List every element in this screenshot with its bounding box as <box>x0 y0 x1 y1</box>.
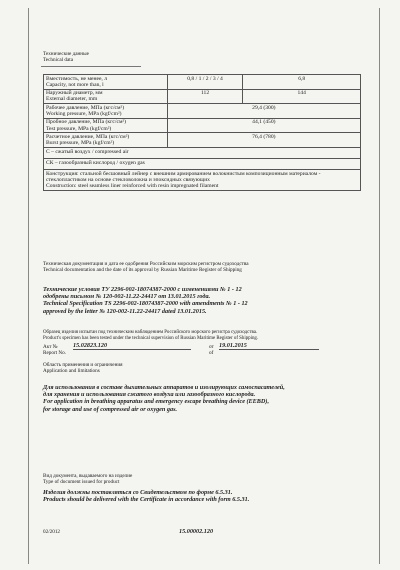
report-date: 19.01.2015 <box>219 342 319 350</box>
application-line: Для использования в составе дыхательных аппаратов и изолирующих самоспасателей, <box>43 384 285 391</box>
capacity-label: Вместимость, не менее, л Capacity, not more than, l <box>44 75 168 90</box>
gas-oxygen: СК – газообразный кислород / oxygen gas <box>44 159 361 170</box>
working-pressure-value: 29,4 (300) <box>167 104 360 119</box>
document-number: 15.00002.120 <box>179 528 214 535</box>
construction: Конструкция: стальной бесшовный лейнер с внешним армированием волокнистым композиционным материалом - стеклопластиком на основе стекловолокна и эпоксидных связующих Construction: steel seamless liner reinforced with resin impregnated filament <box>44 170 361 191</box>
doc-type-heading: Вид документа, выдаваемого на изделие Type of document issued for product <box>43 473 133 485</box>
working-pressure-label: Рабочее давление, МПа (кгс/см²) Working pressure, MPa (kgf/cm²) <box>44 104 168 119</box>
doc-type-text <box>43 489 379 503</box>
approval-text <box>43 286 373 315</box>
certificate-page <box>28 8 380 564</box>
approval-line: Technical Specification TS 2296-002-18074387-2000 with amendments № 1 - 12 <box>43 300 248 308</box>
report-number: 15.02823.120 <box>73 342 191 350</box>
table-row <box>44 75 361 90</box>
diameter-value-2: 144 <box>243 89 361 104</box>
test-pressure-value: 44,1 (450) <box>167 118 360 133</box>
approval-line: Технические условия ТУ 2296-002-18074387-2000 с изменениями № 1 - 12 <box>43 286 242 293</box>
technical-data-heading <box>43 51 89 63</box>
application-heading: Область применения и ограничения Application and limitations <box>43 362 123 374</box>
spec-table <box>43 74 361 191</box>
heading-en: Technical data <box>43 57 74 63</box>
table-row <box>44 159 361 170</box>
table-row <box>44 133 361 148</box>
capacity-value-2: 6,8 <box>243 75 361 90</box>
burst-pressure-label: Расчетное давление, МПа (кгс/см²) Burst pressure, MPa (kgf/cm²) <box>44 133 168 148</box>
tested-statement <box>43 330 379 342</box>
application-line: For application in breathing apparatus and emergency escape breathing device (EEBD), <box>43 398 270 406</box>
report-label: Акт № Report No. <box>43 344 67 356</box>
approval-heading-en: Technical documentation and the date of its approval by Russian Maritime Register of Shipping <box>43 267 242 273</box>
table-row <box>44 147 361 158</box>
form-code: 02/2012 <box>43 529 61 535</box>
report-of-label: от of <box>209 344 214 356</box>
tested-en: Product's specimen has been tested under the technical supervision of Russian Maritime Register of Shipping. <box>43 336 259 341</box>
table-row <box>44 118 361 133</box>
approval-line: одобрены письмом № 120-002-11.22-24417 от 13.01.2015 года. <box>43 293 211 301</box>
capacity-value-1: 0,8 / 1 / 2 / 3 / 4 <box>167 75 243 90</box>
application-line: for storage and use of compressed air or oxygen gas. <box>43 405 178 413</box>
gas-air: С – сжатый воздух / compressed air <box>44 147 361 158</box>
table-row <box>44 89 361 104</box>
approval-line: approved by the letter № 120-002-11.22-24417 dated 13.01.2015. <box>43 307 207 315</box>
table-row <box>44 170 361 191</box>
diameter-label: Наружный диаметр, мм External diameter, mm <box>44 89 168 104</box>
tested-ru: Образец изделия испытан под техническим наблюдением Российского морского регистра судоходства. <box>43 330 258 335</box>
approval-heading <box>43 261 373 273</box>
doc-type-line: Products should be delivered with the Certificate in accordance with form 6.5.31. <box>43 496 250 504</box>
heading-ru: Технические данные <box>43 51 89 57</box>
doc-type-line: Изделия должны поставляться со Свидетельством по форме 6.5.31. <box>43 489 233 496</box>
application-text <box>43 384 379 413</box>
test-pressure-label: Пробное давление, МПа (кгс/см²) Test pressure, MPa (kgf/cm²) <box>44 118 168 133</box>
application-line: для хранения и использования сжатого воздуха или газообразного кислорода. <box>43 391 256 399</box>
burst-pressure-value: 76,4 (780) <box>167 133 360 148</box>
heading-underline <box>41 66 141 67</box>
approval-heading-ru: Техническая документация и дата ее одобрения Российским морским регистром судоходства <box>43 261 249 267</box>
diameter-value-1: 112 <box>167 89 243 104</box>
table-row <box>44 104 361 119</box>
